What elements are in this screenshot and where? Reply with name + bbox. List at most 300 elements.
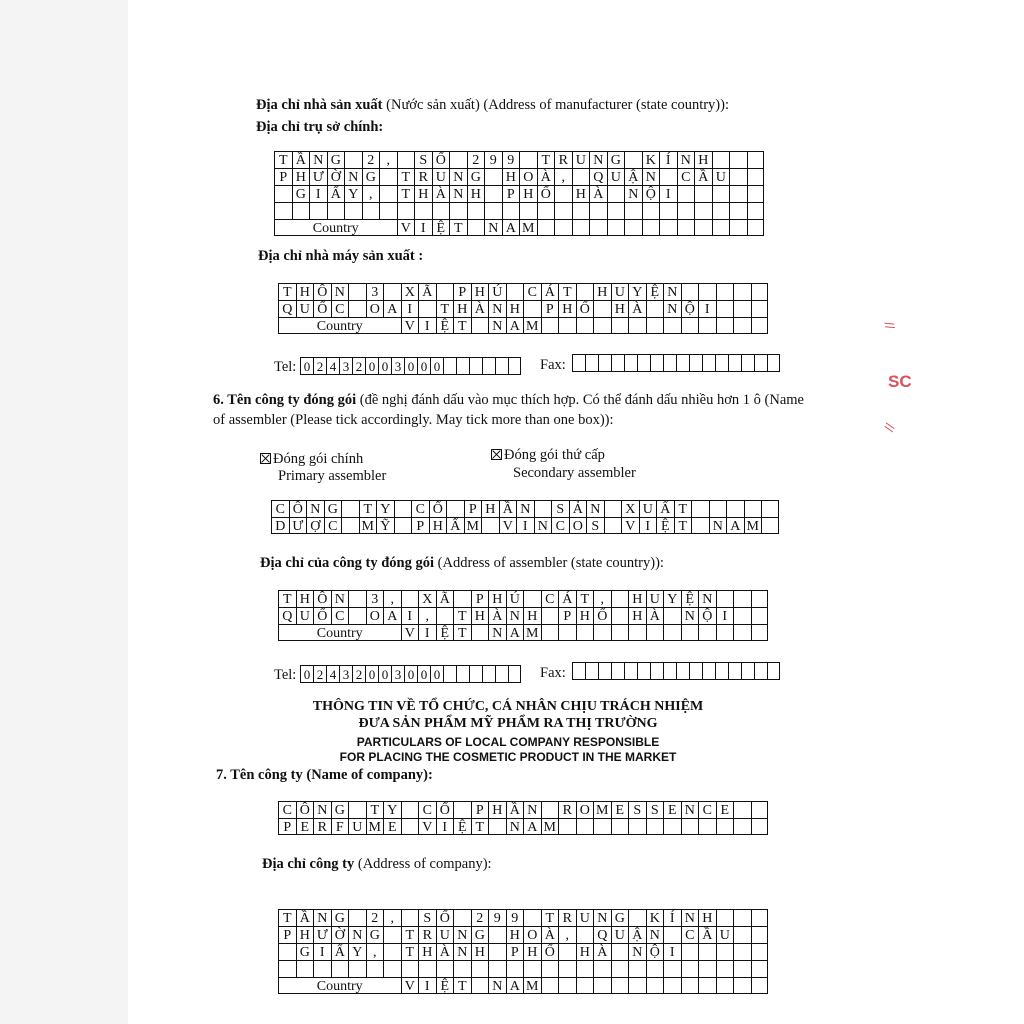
letter-box[interactable] bbox=[418, 960, 436, 977]
letter-box[interactable]: U bbox=[296, 607, 314, 624]
letter-box[interactable]: H bbox=[418, 943, 436, 960]
digit-box[interactable] bbox=[754, 662, 767, 680]
letter-box[interactable]: R bbox=[313, 818, 331, 835]
letter-box[interactable]: Ấ bbox=[327, 185, 345, 202]
letter-box[interactable]: Ư bbox=[289, 517, 307, 534]
letter-box[interactable]: U bbox=[576, 909, 594, 926]
country-letter-box[interactable] bbox=[558, 317, 576, 334]
letter-box[interactable]: N bbox=[624, 185, 642, 202]
letter-box[interactable]: , bbox=[383, 909, 401, 926]
letter-box[interactable]: G bbox=[296, 943, 314, 960]
letter-box[interactable]: , bbox=[383, 590, 401, 607]
letter-box[interactable]: Ố bbox=[313, 300, 331, 317]
letter-box[interactable]: R bbox=[418, 926, 436, 943]
country-letter-box[interactable] bbox=[729, 219, 747, 236]
letter-box[interactable]: N bbox=[331, 590, 349, 607]
letter-box[interactable] bbox=[401, 801, 419, 818]
country-letter-box[interactable]: Ệ bbox=[436, 624, 454, 641]
digit-box[interactable] bbox=[572, 354, 585, 372]
letter-box[interactable]: N bbox=[449, 185, 467, 202]
letter-box[interactable] bbox=[611, 960, 629, 977]
letter-box[interactable]: T bbox=[674, 500, 692, 517]
letter-box[interactable] bbox=[383, 926, 401, 943]
country-letter-box[interactable]: N bbox=[488, 624, 506, 641]
letter-box[interactable]: N bbox=[453, 943, 471, 960]
letter-box[interactable]: Y bbox=[663, 590, 681, 607]
digit-box[interactable] bbox=[443, 665, 456, 683]
letter-box[interactable] bbox=[436, 960, 454, 977]
letter-box[interactable]: , bbox=[558, 926, 576, 943]
letter-box[interactable]: Ầ bbox=[698, 926, 716, 943]
letter-box[interactable] bbox=[624, 202, 642, 219]
letter-box[interactable]: Y bbox=[383, 801, 401, 818]
country-letter-box[interactable]: T bbox=[453, 624, 471, 641]
assembler-tel-field[interactable] bbox=[300, 665, 521, 683]
letter-box[interactable]: Ầ bbox=[694, 168, 712, 185]
letter-box[interactable] bbox=[397, 202, 415, 219]
country-letter-box[interactable] bbox=[576, 317, 594, 334]
letter-box[interactable]: À bbox=[432, 185, 450, 202]
letter-box[interactable]: E bbox=[611, 801, 629, 818]
letter-box[interactable] bbox=[341, 500, 359, 517]
digit-box[interactable] bbox=[482, 665, 495, 683]
country-letter-box[interactable] bbox=[663, 624, 681, 641]
letter-box[interactable] bbox=[761, 500, 779, 517]
letter-box[interactable] bbox=[726, 500, 744, 517]
letter-box[interactable]: F bbox=[331, 818, 349, 835]
letter-box[interactable]: Ợ bbox=[306, 517, 324, 534]
letter-box[interactable]: 9 bbox=[488, 909, 506, 926]
letter-box[interactable]: 2 bbox=[362, 151, 380, 168]
letter-box[interactable]: P bbox=[502, 185, 520, 202]
country-letter-box[interactable] bbox=[712, 219, 730, 236]
digit-box[interactable]: 0 bbox=[378, 665, 391, 683]
letter-box[interactable]: I bbox=[698, 300, 716, 317]
letter-box[interactable] bbox=[537, 202, 555, 219]
country-letter-box[interactable] bbox=[716, 317, 734, 334]
letter-box[interactable]: Ậ bbox=[624, 168, 642, 185]
letter-box[interactable]: N bbox=[516, 500, 534, 517]
country-letter-box[interactable]: T bbox=[453, 317, 471, 334]
letter-box[interactable]: N bbox=[331, 283, 349, 300]
letter-box[interactable]: E bbox=[663, 801, 681, 818]
letter-box[interactable]: V bbox=[621, 517, 639, 534]
letter-box[interactable]: G bbox=[467, 168, 485, 185]
country-letter-box[interactable] bbox=[646, 317, 664, 334]
letter-box[interactable]: M bbox=[366, 818, 384, 835]
letter-box[interactable] bbox=[453, 801, 471, 818]
country-letter-box[interactable]: I bbox=[418, 977, 436, 994]
letter-box[interactable] bbox=[646, 818, 664, 835]
country-letter-box[interactable]: Ệ bbox=[436, 317, 454, 334]
letter-box[interactable]: Ư bbox=[313, 926, 331, 943]
digit-box[interactable]: 3 bbox=[391, 665, 404, 683]
letter-box[interactable] bbox=[733, 801, 751, 818]
digit-box[interactable] bbox=[676, 354, 689, 372]
country-letter-box[interactable] bbox=[646, 977, 664, 994]
letter-box[interactable]: H bbox=[467, 185, 485, 202]
letter-box[interactable]: C bbox=[411, 500, 429, 517]
letter-box[interactable]: N bbox=[589, 151, 607, 168]
letter-box[interactable]: Ã bbox=[418, 283, 436, 300]
letter-box[interactable]: , bbox=[593, 590, 611, 607]
letter-box[interactable]: I bbox=[659, 185, 677, 202]
letter-box[interactable]: N bbox=[488, 300, 506, 317]
digit-box[interactable] bbox=[741, 662, 754, 680]
country-letter-box[interactable]: T bbox=[453, 977, 471, 994]
letter-box[interactable] bbox=[362, 202, 380, 219]
letter-box[interactable] bbox=[576, 926, 594, 943]
letter-box[interactable]: T bbox=[436, 300, 454, 317]
letter-box[interactable]: À bbox=[541, 926, 559, 943]
letter-box[interactable] bbox=[733, 818, 751, 835]
country-letter-box[interactable] bbox=[733, 624, 751, 641]
letter-box[interactable] bbox=[733, 300, 751, 317]
letter-box[interactable] bbox=[401, 590, 419, 607]
letter-box[interactable] bbox=[471, 960, 489, 977]
digit-box[interactable]: 0 bbox=[404, 665, 417, 683]
letter-box[interactable] bbox=[488, 960, 506, 977]
digit-box[interactable] bbox=[508, 357, 521, 375]
letter-box[interactable]: C bbox=[551, 517, 569, 534]
letter-box[interactable]: H bbox=[296, 283, 314, 300]
letter-box[interactable] bbox=[607, 185, 625, 202]
letter-box[interactable] bbox=[663, 960, 681, 977]
letter-box[interactable] bbox=[642, 202, 660, 219]
letter-box[interactable]: C bbox=[698, 801, 716, 818]
country-letter-box[interactable] bbox=[576, 977, 594, 994]
letter-box[interactable] bbox=[751, 607, 769, 624]
country-letter-box[interactable]: Ệ bbox=[432, 219, 450, 236]
letter-box[interactable]: U bbox=[432, 168, 450, 185]
letter-box[interactable]: N bbox=[646, 926, 664, 943]
letter-box[interactable] bbox=[523, 300, 541, 317]
country-letter-box[interactable] bbox=[572, 219, 590, 236]
letter-box[interactable]: À bbox=[589, 185, 607, 202]
letter-box[interactable] bbox=[698, 943, 716, 960]
letter-box[interactable] bbox=[309, 202, 327, 219]
letter-box[interactable] bbox=[729, 168, 747, 185]
letter-box[interactable] bbox=[523, 909, 541, 926]
letter-box[interactable]: K bbox=[642, 151, 660, 168]
country-letter-box[interactable] bbox=[751, 317, 769, 334]
letter-box[interactable] bbox=[397, 151, 415, 168]
letter-box[interactable]: 9 bbox=[506, 909, 524, 926]
letter-box[interactable] bbox=[716, 943, 734, 960]
letter-box[interactable]: H bbox=[429, 517, 447, 534]
letter-box[interactable]: Ầ bbox=[292, 151, 310, 168]
letter-box[interactable]: Ầ bbox=[499, 500, 517, 517]
digit-box[interactable] bbox=[650, 662, 663, 680]
country-letter-box[interactable] bbox=[642, 219, 660, 236]
letter-box[interactable]: K bbox=[646, 909, 664, 926]
letter-box[interactable]: Y bbox=[344, 185, 362, 202]
letter-box[interactable]: 9 bbox=[502, 151, 520, 168]
digit-box[interactable]: 2 bbox=[352, 357, 365, 375]
letter-box[interactable] bbox=[733, 607, 751, 624]
letter-box[interactable]: H bbox=[506, 300, 524, 317]
letter-box[interactable]: Ậ bbox=[628, 926, 646, 943]
primary-assembler-option[interactable] bbox=[260, 451, 363, 468]
letter-box[interactable]: N bbox=[698, 590, 716, 607]
country-letter-box[interactable] bbox=[576, 624, 594, 641]
country-letter-box[interactable]: M bbox=[523, 624, 541, 641]
letter-box[interactable]: O bbox=[523, 926, 541, 943]
letter-box[interactable] bbox=[348, 283, 366, 300]
letter-box[interactable] bbox=[292, 202, 310, 219]
letter-box[interactable] bbox=[576, 283, 594, 300]
letter-box[interactable]: N bbox=[677, 151, 695, 168]
digit-box[interactable] bbox=[767, 354, 780, 372]
letter-box[interactable] bbox=[401, 909, 419, 926]
letter-box[interactable]: N bbox=[306, 500, 324, 517]
letter-box[interactable] bbox=[646, 960, 664, 977]
letter-box[interactable]: H bbox=[488, 590, 506, 607]
letter-box[interactable]: 3 bbox=[366, 590, 384, 607]
country-letter-box[interactable] bbox=[751, 624, 769, 641]
country-letter-box[interactable]: A bbox=[506, 977, 524, 994]
letter-box[interactable] bbox=[401, 960, 419, 977]
letter-box[interactable] bbox=[628, 960, 646, 977]
letter-box[interactable]: A bbox=[726, 517, 744, 534]
letter-box[interactable]: H bbox=[572, 185, 590, 202]
letter-box[interactable]: I bbox=[516, 517, 534, 534]
letter-box[interactable]: A bbox=[383, 300, 401, 317]
country-letter-box[interactable]: Ệ bbox=[436, 977, 454, 994]
letter-box[interactable] bbox=[677, 185, 695, 202]
letter-box[interactable]: V bbox=[499, 517, 517, 534]
digit-box[interactable] bbox=[611, 354, 624, 372]
letter-box[interactable]: Ộ bbox=[698, 607, 716, 624]
country-letter-box[interactable] bbox=[541, 977, 559, 994]
digit-box[interactable] bbox=[676, 662, 689, 680]
letter-box[interactable]: T bbox=[471, 818, 489, 835]
letter-box[interactable]: S bbox=[646, 801, 664, 818]
letter-box[interactable]: N bbox=[453, 926, 471, 943]
digit-box[interactable] bbox=[598, 662, 611, 680]
letter-box[interactable]: Ú bbox=[506, 590, 524, 607]
letter-box[interactable]: Ô bbox=[296, 801, 314, 818]
letter-box[interactable]: X bbox=[621, 500, 639, 517]
letter-box[interactable]: Ệ bbox=[646, 283, 664, 300]
letter-box[interactable]: S bbox=[628, 801, 646, 818]
letter-box[interactable]: G bbox=[331, 801, 349, 818]
letter-box[interactable]: C bbox=[418, 801, 436, 818]
letter-box[interactable]: H bbox=[628, 590, 646, 607]
digit-box[interactable] bbox=[728, 662, 741, 680]
digit-box[interactable] bbox=[469, 357, 482, 375]
letter-box[interactable]: C bbox=[324, 517, 342, 534]
country-letter-box[interactable] bbox=[751, 977, 769, 994]
letter-box[interactable]: Ố bbox=[537, 185, 555, 202]
country-letter-box[interactable]: N bbox=[488, 977, 506, 994]
letter-box[interactable]: S bbox=[551, 500, 569, 517]
country-letter-box[interactable] bbox=[747, 219, 765, 236]
digit-box[interactable] bbox=[663, 662, 676, 680]
digit-box[interactable]: 0 bbox=[300, 665, 313, 683]
letter-box[interactable]: Q bbox=[278, 300, 296, 317]
letter-box[interactable] bbox=[414, 202, 432, 219]
letter-box[interactable] bbox=[418, 300, 436, 317]
letter-box[interactable]: U bbox=[611, 283, 629, 300]
letter-box[interactable]: À bbox=[628, 300, 646, 317]
country-letter-box[interactable] bbox=[624, 219, 642, 236]
letter-box[interactable] bbox=[698, 960, 716, 977]
letter-box[interactable] bbox=[694, 202, 712, 219]
letter-box[interactable]: H bbox=[523, 607, 541, 624]
letter-box[interactable]: S bbox=[418, 909, 436, 926]
country-letter-box[interactable] bbox=[558, 624, 576, 641]
letter-box[interactable]: N bbox=[681, 607, 699, 624]
country-letter-box[interactable] bbox=[733, 317, 751, 334]
digit-box[interactable]: 2 bbox=[313, 665, 326, 683]
country-letter-box[interactable]: N bbox=[488, 317, 506, 334]
letter-box[interactable]: Ổ bbox=[429, 500, 447, 517]
letter-box[interactable] bbox=[506, 283, 524, 300]
letter-box[interactable]: , bbox=[379, 151, 397, 168]
digit-box[interactable] bbox=[650, 354, 663, 372]
country-letter-box[interactable] bbox=[663, 977, 681, 994]
digit-box[interactable] bbox=[469, 665, 482, 683]
letter-box[interactable]: À bbox=[488, 607, 506, 624]
letter-box[interactable] bbox=[488, 943, 506, 960]
letter-box[interactable]: H bbox=[694, 151, 712, 168]
letter-box[interactable]: U bbox=[611, 926, 629, 943]
country-letter-box[interactable] bbox=[593, 317, 611, 334]
letter-box[interactable]: P bbox=[274, 168, 292, 185]
letter-box[interactable] bbox=[751, 283, 769, 300]
digit-box[interactable] bbox=[663, 354, 676, 372]
letter-box[interactable]: A bbox=[383, 607, 401, 624]
letter-box[interactable] bbox=[712, 151, 730, 168]
letter-box[interactable]: Í bbox=[659, 151, 677, 168]
digit-box[interactable]: 0 bbox=[417, 665, 430, 683]
letter-box[interactable] bbox=[747, 185, 765, 202]
letter-box[interactable]: I bbox=[401, 300, 419, 317]
country-letter-box[interactable]: V bbox=[401, 317, 419, 334]
letter-box[interactable]: H bbox=[471, 943, 489, 960]
letter-box[interactable]: Q bbox=[278, 607, 296, 624]
country-letter-box[interactable]: N bbox=[484, 219, 502, 236]
letter-box[interactable]: R bbox=[554, 151, 572, 168]
country-letter-box[interactable] bbox=[628, 317, 646, 334]
letter-box[interactable]: G bbox=[292, 185, 310, 202]
digit-box[interactable] bbox=[598, 354, 611, 372]
digit-box[interactable] bbox=[456, 357, 469, 375]
letter-box[interactable]: U bbox=[348, 818, 366, 835]
letter-box[interactable]: N bbox=[344, 168, 362, 185]
letter-box[interactable]: N bbox=[593, 909, 611, 926]
digit-box[interactable] bbox=[715, 354, 728, 372]
letter-box[interactable]: T bbox=[278, 909, 296, 926]
letter-box[interactable]: N bbox=[313, 801, 331, 818]
letter-box[interactable] bbox=[274, 185, 292, 202]
letter-box[interactable]: Ú bbox=[488, 283, 506, 300]
letter-box[interactable]: U bbox=[296, 300, 314, 317]
letter-box[interactable] bbox=[506, 960, 524, 977]
digit-box[interactable] bbox=[482, 357, 495, 375]
letter-box[interactable]: Ộ bbox=[642, 185, 660, 202]
letter-box[interactable] bbox=[453, 960, 471, 977]
letter-box[interactable] bbox=[751, 300, 769, 317]
letter-box[interactable]: T bbox=[397, 168, 415, 185]
letter-box[interactable] bbox=[716, 300, 734, 317]
letter-box[interactable]: N bbox=[663, 300, 681, 317]
letter-box[interactable]: Ã bbox=[436, 590, 454, 607]
letter-box[interactable]: T bbox=[397, 185, 415, 202]
country-letter-box[interactable] bbox=[677, 219, 695, 236]
digit-box[interactable] bbox=[585, 662, 598, 680]
letter-box[interactable]: T bbox=[274, 151, 292, 168]
letter-box[interactable]: Ô bbox=[313, 283, 331, 300]
letter-box[interactable]: T bbox=[541, 909, 559, 926]
digit-box[interactable] bbox=[689, 662, 702, 680]
letter-box[interactable]: N bbox=[681, 909, 699, 926]
letter-box[interactable]: Ầ bbox=[296, 909, 314, 926]
letter-box[interactable] bbox=[572, 202, 590, 219]
letter-box[interactable] bbox=[659, 168, 677, 185]
letter-box[interactable]: Ấ bbox=[656, 500, 674, 517]
letter-box[interactable] bbox=[751, 801, 769, 818]
letter-box[interactable]: N bbox=[628, 943, 646, 960]
letter-box[interactable] bbox=[751, 590, 769, 607]
letter-box[interactable]: U bbox=[646, 590, 664, 607]
digit-box[interactable] bbox=[637, 662, 650, 680]
letter-box[interactable]: C bbox=[278, 801, 296, 818]
country-letter-box[interactable]: A bbox=[506, 624, 524, 641]
letter-box[interactable]: Ư bbox=[309, 168, 327, 185]
letter-box[interactable] bbox=[589, 202, 607, 219]
letter-box[interactable]: , bbox=[362, 185, 380, 202]
letter-box[interactable] bbox=[729, 185, 747, 202]
letter-box[interactable] bbox=[383, 943, 401, 960]
letter-box[interactable] bbox=[751, 926, 769, 943]
country-letter-box[interactable] bbox=[698, 977, 716, 994]
letter-box[interactable]: C bbox=[331, 300, 349, 317]
digit-box[interactable]: 2 bbox=[313, 357, 326, 375]
country-letter-box[interactable] bbox=[558, 977, 576, 994]
digit-box[interactable]: 0 bbox=[365, 357, 378, 375]
digit-box[interactable] bbox=[572, 662, 585, 680]
letter-box[interactable] bbox=[327, 202, 345, 219]
letter-box[interactable]: 2 bbox=[471, 909, 489, 926]
letter-box[interactable] bbox=[604, 500, 622, 517]
letter-box[interactable]: 9 bbox=[484, 151, 502, 168]
letter-box[interactable] bbox=[344, 202, 362, 219]
letter-box[interactable] bbox=[366, 960, 384, 977]
digit-box[interactable]: 0 bbox=[378, 357, 391, 375]
letter-box[interactable]: H bbox=[414, 185, 432, 202]
letter-box[interactable]: P bbox=[453, 283, 471, 300]
country-letter-box[interactable]: I bbox=[418, 624, 436, 641]
letter-box[interactable]: U bbox=[712, 168, 730, 185]
country-letter-box[interactable]: T bbox=[449, 219, 467, 236]
country-letter-box[interactable] bbox=[554, 219, 572, 236]
letter-box[interactable]: S bbox=[586, 517, 604, 534]
letter-box[interactable] bbox=[541, 960, 559, 977]
country-letter-box[interactable] bbox=[611, 317, 629, 334]
letter-box[interactable] bbox=[712, 202, 730, 219]
letter-box[interactable]: Ờ bbox=[327, 168, 345, 185]
letter-box[interactable]: G bbox=[327, 151, 345, 168]
letter-box[interactable]: H bbox=[628, 607, 646, 624]
digit-box[interactable]: 3 bbox=[391, 357, 404, 375]
letter-box[interactable] bbox=[436, 283, 454, 300]
letter-box[interactable] bbox=[523, 590, 541, 607]
letter-box[interactable] bbox=[432, 202, 450, 219]
letter-box[interactable]: Y bbox=[376, 500, 394, 517]
letter-box[interactable]: M bbox=[744, 517, 762, 534]
